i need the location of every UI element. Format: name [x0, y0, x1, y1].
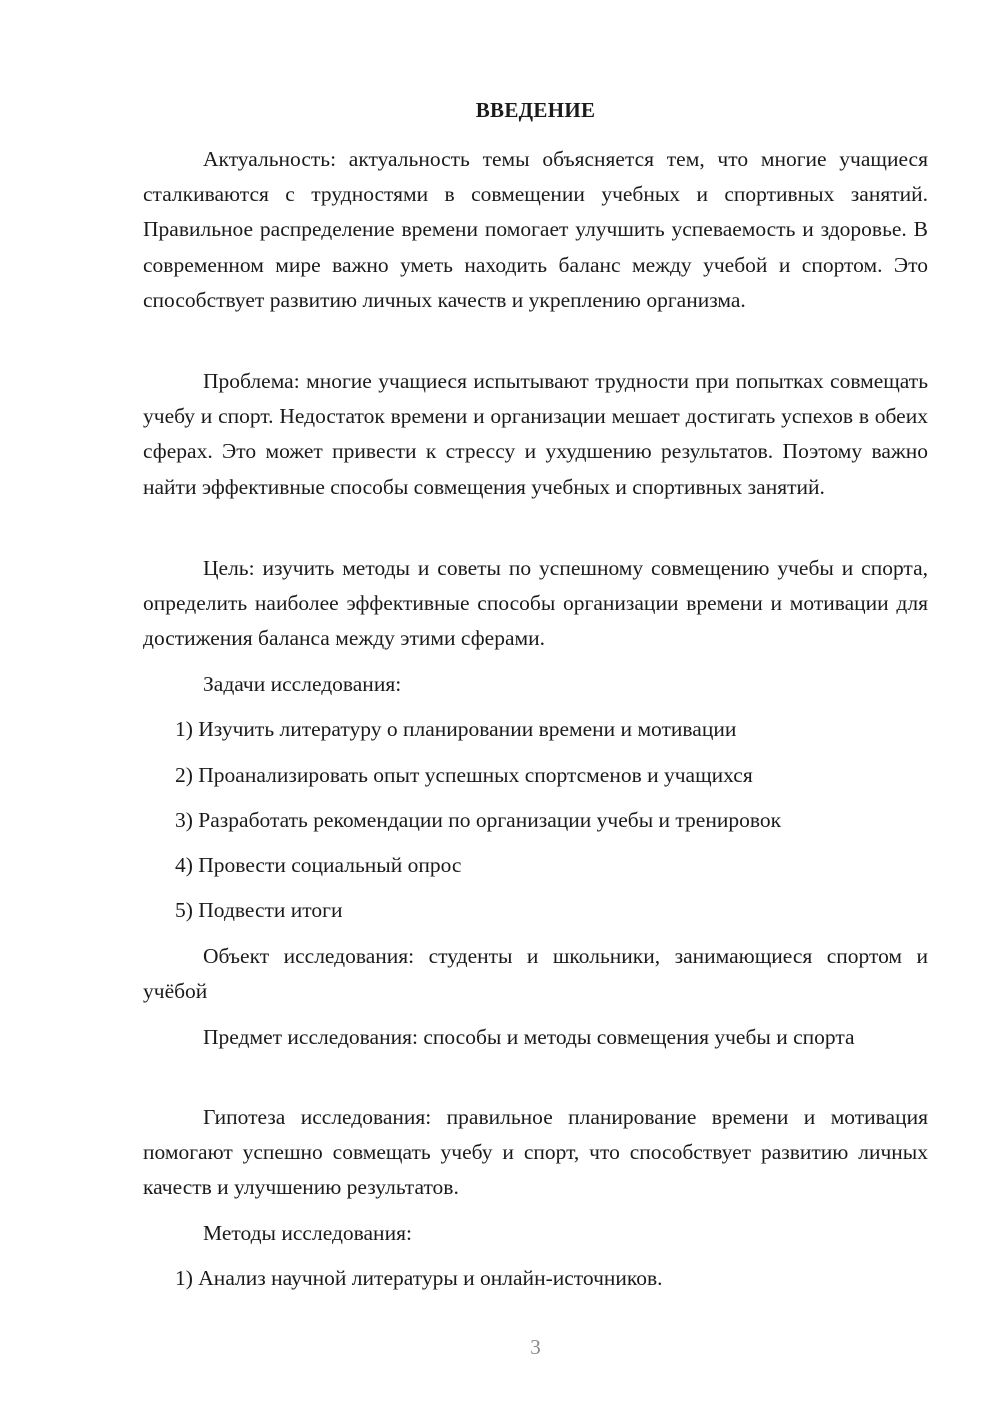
- relevance-paragraph: Актуальность: актуальность темы объясняется тем, что многие учащиеся сталкиваются с трудностями в совмещении учебных и спортивных занятий. Правильное распределение времени помогает улучшить успеваемость и здоровье. В современном мире важно уметь находить баланс между учебой и спортом. Это способствует развитию личных качеств и укреплению организма.: [143, 147, 928, 312]
- subject-paragraph: Предмет исследования: способы и методы совмещения учебы и спорта: [203, 1025, 855, 1049]
- task-item: 5) Подвести итоги: [175, 898, 343, 922]
- task-item: 1) Изучить литературу о планировании времени и мотивации: [175, 717, 737, 741]
- methods-heading: Методы исследования:: [203, 1221, 412, 1245]
- problem-paragraph: Проблема: многие учащиеся испытывают трудности при попытках совмещать учебу и спорт. Недостаток времени и организации мешает достигать успехов в обеих сферах. Это может привести к стрессу и ухудшению результатов. Поэтому важно найти эффективные способы совмещения учебных и спортивных занятий.: [143, 369, 928, 499]
- hypothesis-paragraph: Гипотеза исследования: правильное планирование времени и мотивация помогают успешно совмещать учебу и спорт, что способствует развитию личных качеств и улучшению результатов.: [143, 1105, 928, 1200]
- task-item: 3) Разработать рекомендации по организации учебы и тренировок: [175, 808, 782, 832]
- tasks-heading: Задачи исследования:: [203, 672, 402, 696]
- object-paragraph: Объект исследования: студенты и школьники, занимающиеся спортом и учёбой: [143, 944, 928, 1004]
- section-title: ВВЕДЕНИЕ: [475, 98, 596, 122]
- page-number: 3: [530, 1335, 541, 1359]
- task-item: 4) Провести социальный опрос: [175, 853, 462, 877]
- goal-paragraph: Цель: изучить методы и советы по успешному совмещению учебы и спорта, определить наиболее эффективные способы организации времени и мотивации для достижения баланса между этими сферами.: [143, 556, 928, 651]
- method-item: 1) Анализ научной литературы и онлайн-источников.: [175, 1266, 663, 1290]
- task-item: 2) Проанализировать опыт успешных спортсменов и учащихся: [175, 763, 753, 787]
